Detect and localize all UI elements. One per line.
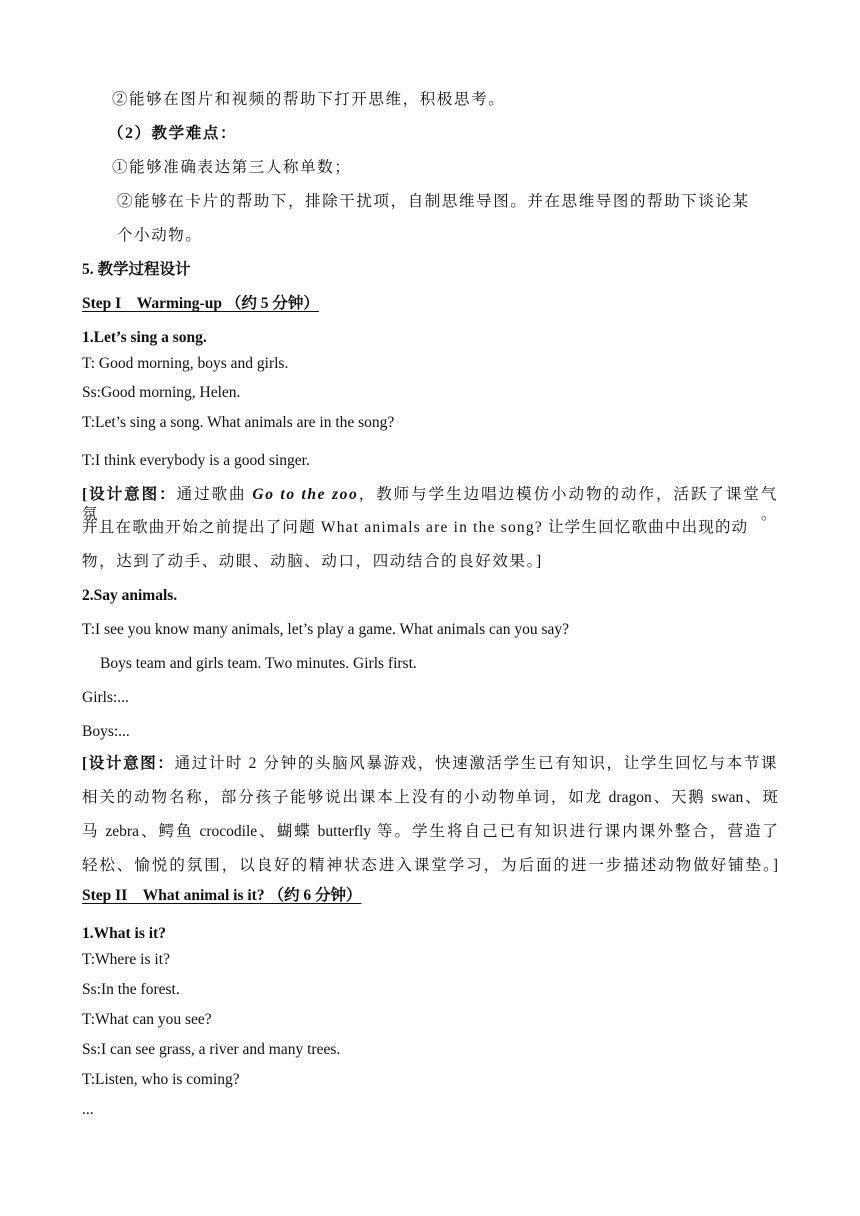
step-1-heading: Step I Warming-up （约 5 分钟） bbox=[82, 295, 319, 312]
step-2-heading: Step II What animal is it? （约 6 分钟） bbox=[82, 887, 362, 904]
section-5-heading: 5. 教学过程设计 bbox=[82, 261, 191, 278]
dialogue-line: T: Good morning, boys and girls. bbox=[82, 355, 289, 372]
dialogue-line: T:Listen, who is coming? bbox=[82, 1071, 240, 1088]
design-intent-label: [设计意图： bbox=[82, 486, 177, 503]
dialogue-line: ... bbox=[82, 1101, 94, 1118]
design-intent-2-line4: 轻松、愉悦的氛围，以良好的精神状态进入课堂学习，为后面的进一步描述动物做好铺垫。] bbox=[82, 857, 778, 874]
dialogue-line: Boys team and girls team. Two minutes. Girls first. bbox=[100, 655, 417, 672]
design-intent-1-line3: 物，达到了动手、动眼、动脑、动口，四动结合的良好效果。] bbox=[82, 553, 543, 570]
song-title: Go to the zoo bbox=[252, 486, 359, 503]
dialogue-line: T:What can you see? bbox=[82, 1011, 212, 1028]
design-intent-1-line2: 并且在歌曲开始之前提出了问题 What animals are in the song? 让学生回忆歌曲中出现的动 bbox=[82, 519, 749, 536]
difficulty-heading: （2）教学难点： bbox=[108, 125, 238, 142]
difficulty-item-1: ①能够准确表达第三人称单数； bbox=[112, 159, 352, 176]
dialogue-line: T:I think everybody is a good singer. bbox=[82, 452, 310, 469]
goal-item-2: ②能够在图片和视频的帮助下打开思维，积极思考。 bbox=[112, 91, 506, 108]
dialogue-line: T:I see you know many animals, let’s play a game. What animals can you say? bbox=[82, 621, 570, 638]
dialogue-line: Ss:Good morning, Helen. bbox=[82, 384, 241, 401]
dialogue-line: Girls:... bbox=[82, 689, 129, 706]
design-intent-1-line1: [设计意图：通过歌曲 Go to the zoo，教师与学生边唱边模仿小动物的动作，活跃了课堂气氛。 bbox=[82, 486, 778, 523]
design-intent-2-line3: 马 zebra、鳄鱼 crocodile、蝴蝶 butterfly 等。学生将自己已有知识进行课内课外整合，营造了 bbox=[82, 823, 778, 840]
step-2-part-1-title: 1.What is it? bbox=[82, 925, 166, 942]
dialogue-line: Ss:I can see grass, a river and many trees. bbox=[82, 1041, 341, 1058]
dialogue-line: T:Let’s sing a song. What animals are in the song? bbox=[82, 414, 395, 431]
step-1-part-1-title: 1.Let’s sing a song. bbox=[82, 329, 207, 346]
dialogue-line: Boys:... bbox=[82, 723, 130, 740]
dialogue-line: Ss:In the forest. bbox=[82, 981, 180, 998]
difficulty-item-2-line2: 个小动物。 bbox=[117, 227, 203, 244]
step-1-part-2-title: 2.Say animals. bbox=[82, 587, 178, 604]
difficulty-item-2-line1: ②能够在卡片的帮助下，排除干扰项，自制思维导图。并在思维导图的帮助下谈论某 bbox=[117, 193, 750, 210]
design-intent-2-line2: 相关的动物名称，部分孩子能够说出课本上没有的小动物单词，如龙 dragon、天鹅 swan、斑 bbox=[82, 789, 778, 806]
dialogue-line: T:Where is it? bbox=[82, 951, 170, 968]
design-intent-label: [设计意图： bbox=[82, 755, 175, 772]
design-intent-2-line1: [设计意图：通过计时 2 分钟的头脑风暴游戏，快速激活学生已有知识，让学生回忆与本节课 bbox=[82, 755, 778, 772]
